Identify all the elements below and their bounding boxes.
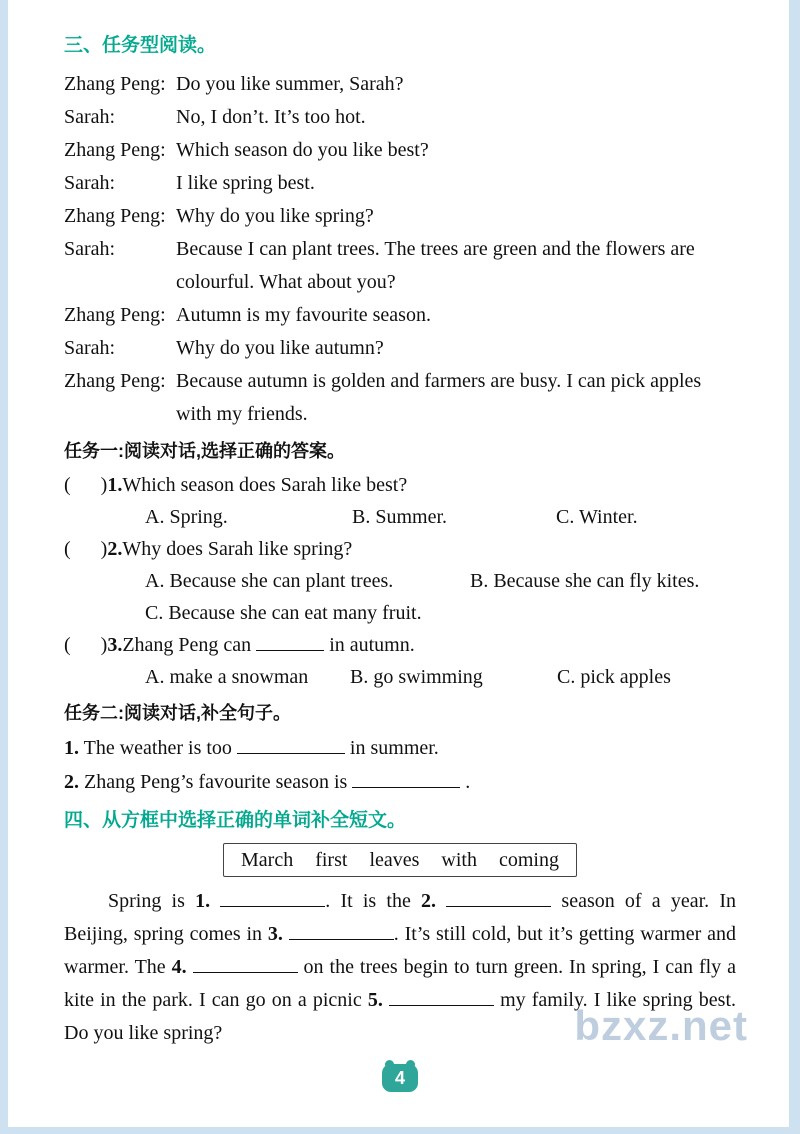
answer-bracket: ( ) xyxy=(64,538,108,560)
option-label: A. Because she can plant trees. xyxy=(145,570,394,592)
speaker-name: Zhang Peng: xyxy=(64,370,166,392)
question-text: Why does Sarah like spring? xyxy=(122,538,353,560)
dialogue-text: Autumn is my favourite season. xyxy=(176,304,431,326)
answer-blank xyxy=(352,771,460,788)
options-row xyxy=(64,597,736,629)
dialogue-row xyxy=(64,200,736,233)
watermark: bzxz.net xyxy=(574,1002,748,1049)
word-box-item: March xyxy=(241,849,294,871)
dialogue-row xyxy=(64,299,736,332)
answer-blank xyxy=(237,737,345,754)
dialogue-text: Do you like summer, Sarah? xyxy=(176,73,404,95)
passage: Spring is 1. . It is the 2. season of a year. In Beijing, spring comes in 3. . It’s still cold, but it’s getting warmer and warmer. The 4. on the trees begin to turn green. In spring, I can fly a kite in the park. I can go on a picnic 5. my family. I like spring best. Do you like spring? xyxy=(64,890,737,1044)
page-number-badge: 4 xyxy=(382,1064,418,1092)
option-label: C. pick apples xyxy=(557,666,671,688)
dialogue-text: Because I can plant trees. The trees are green and the flowers are colourful. What about you? xyxy=(176,238,695,293)
question-line xyxy=(64,469,736,501)
speaker-name: Sarah: xyxy=(64,172,116,194)
dialogue-row xyxy=(64,134,736,167)
answer-blank xyxy=(256,634,324,651)
dialogue-row xyxy=(64,332,736,365)
answer-bracket: ( ) xyxy=(64,634,108,656)
dialogue-text: Because autumn is golden and farmers are busy. I can pick apples with my friends. xyxy=(176,370,702,425)
bold-number: 5. xyxy=(367,989,383,1011)
option-label: C. Because she can eat many fruit. xyxy=(145,602,422,624)
answer-blank xyxy=(389,989,494,1006)
task2-sentences xyxy=(64,731,736,799)
option-label: A. make a snowman xyxy=(145,666,309,688)
dialogue-text: Why do you like autumn? xyxy=(176,337,384,359)
fill-sentence: 2. Zhang Peng’s favourite season is . xyxy=(64,771,471,793)
option-label: A. Spring. xyxy=(145,506,228,528)
page-edge-bottom xyxy=(0,1127,800,1134)
speaker-name: Sarah: xyxy=(64,238,116,260)
word-box-item: coming xyxy=(498,849,559,871)
word-box-item: with xyxy=(441,849,477,871)
page-content xyxy=(64,34,736,1050)
speaker-name: Zhang Peng: xyxy=(64,304,166,326)
answer-blank xyxy=(446,890,551,907)
option-label: C. Winter. xyxy=(556,506,638,528)
bold-number: 1. xyxy=(195,890,211,912)
fill-sentence: 1. The weather is too in summer. xyxy=(64,737,439,759)
question-text: Which season does Sarah like best? xyxy=(122,474,408,496)
dialogue-row xyxy=(64,68,736,101)
option-label: B. go swimming xyxy=(350,666,483,688)
section4-title: 四、从方框中选择正确的单词补全短文。 xyxy=(64,810,407,831)
options-row xyxy=(64,501,736,533)
question-line xyxy=(64,533,736,565)
options-row xyxy=(64,565,736,597)
bold-number: 1. xyxy=(64,737,79,759)
question-text: Zhang Peng can in autumn. xyxy=(122,634,415,656)
question-number: 1. xyxy=(107,474,123,496)
answer-blank xyxy=(220,890,325,907)
dialogue-text: Why do you like spring? xyxy=(176,205,374,227)
bold-number: 2. xyxy=(64,771,79,793)
dialogue-row xyxy=(64,233,736,299)
option-label: B. Because she can fly kites. xyxy=(470,570,700,592)
bold-number: 3. xyxy=(267,923,283,945)
task1-questions xyxy=(64,469,736,693)
speaker-name: Zhang Peng: xyxy=(64,205,166,227)
word-box-item: leaves xyxy=(369,849,420,871)
page-edge-right xyxy=(789,0,800,1134)
question-number: 2. xyxy=(107,538,123,560)
answer-blank xyxy=(193,956,298,973)
speaker-name: Zhang Peng: xyxy=(64,73,166,95)
task2-title: 任务二:阅读对话,补全句子。 xyxy=(64,703,291,723)
dialogue-row xyxy=(64,101,736,134)
option-label: B. Summer. xyxy=(352,506,448,528)
dialogue-text: No, I don’t. It’s too hot. xyxy=(176,106,366,128)
task1-title: 任务一:阅读对话,选择正确的答案。 xyxy=(64,441,345,461)
speaker-name: Sarah: xyxy=(64,106,116,128)
dialogue-text: I like spring best. xyxy=(176,172,315,194)
bold-number: 2. xyxy=(421,890,437,912)
word-box xyxy=(223,843,577,877)
dialogue-row xyxy=(64,167,736,200)
dialogue-text: Which season do you like best? xyxy=(176,139,429,161)
speaker-name: Sarah: xyxy=(64,337,116,359)
bold-number: 4. xyxy=(171,956,187,978)
word-box-item: first xyxy=(315,849,348,871)
dialogue xyxy=(64,68,736,431)
section3-title: 三、任务型阅读。 xyxy=(64,35,217,56)
speaker-name: Zhang Peng: xyxy=(64,139,166,161)
question-line xyxy=(64,629,736,661)
dialogue-row xyxy=(64,365,736,431)
question-number: 3. xyxy=(107,634,123,656)
answer-blank xyxy=(289,923,394,940)
options-row xyxy=(64,661,736,693)
answer-bracket: ( ) xyxy=(64,474,108,496)
page-edge-left xyxy=(0,0,8,1134)
